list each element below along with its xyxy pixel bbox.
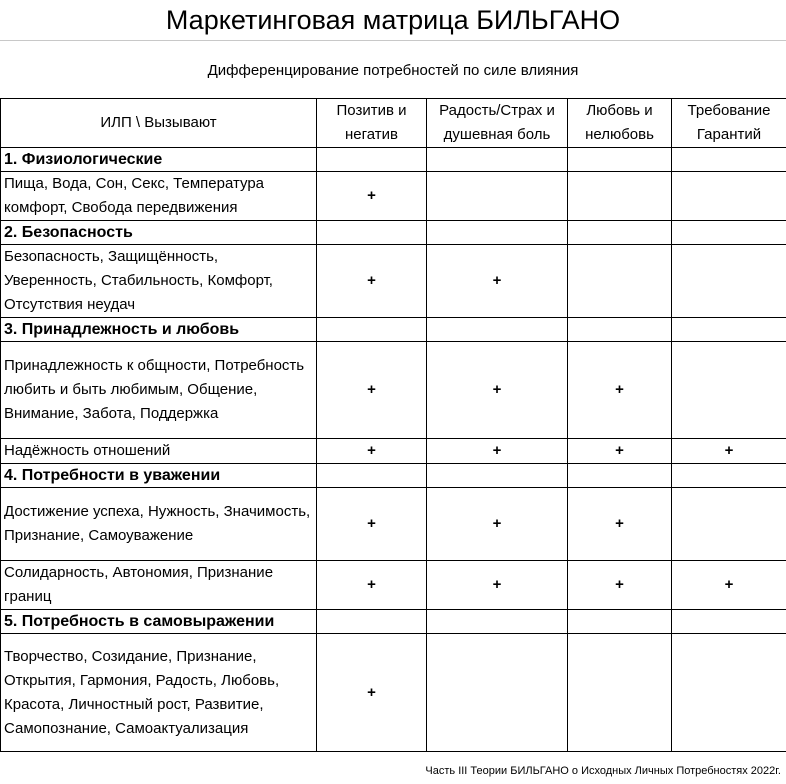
need-label: Достижение успеха, Нужность, Значимость, Признание, Самоуважение	[1, 488, 317, 561]
mark-cell	[672, 488, 786, 561]
column-header: Любовь и нелюбовь	[568, 99, 672, 148]
mark-cell: +	[427, 488, 568, 561]
mark-cell: +	[568, 342, 672, 439]
empty-cell	[427, 318, 568, 342]
page-subtitle: Дифференцирование потребностей по силе влияния	[0, 40, 786, 99]
mark-cell: +	[317, 172, 427, 221]
category-label: 3. Принадлежность и любовь	[1, 318, 317, 342]
mark-cell: +	[568, 561, 672, 610]
empty-cell	[317, 318, 427, 342]
mark-cell: +	[427, 439, 568, 464]
mark-cell: +	[672, 439, 786, 464]
mark-cell: +	[427, 342, 568, 439]
category-label: 4. Потребности в уважении	[1, 464, 317, 488]
header-row	[1, 99, 786, 148]
category-label: 1. Физиологические	[1, 148, 317, 172]
need-row	[1, 634, 786, 752]
mark-cell	[672, 634, 786, 752]
category-row	[1, 464, 786, 488]
mark-cell	[672, 172, 786, 221]
empty-cell	[317, 610, 427, 634]
mark-cell: +	[317, 634, 427, 752]
category-label: 5. Потребность в самовыражении	[1, 610, 317, 634]
empty-cell	[568, 610, 672, 634]
empty-cell	[427, 610, 568, 634]
empty-cell	[672, 464, 786, 488]
mark-cell: +	[317, 561, 427, 610]
empty-cell	[568, 464, 672, 488]
empty-cell	[427, 148, 568, 172]
category-row	[1, 148, 786, 172]
empty-cell	[568, 221, 672, 245]
need-row	[1, 172, 786, 221]
mark-cell: +	[672, 561, 786, 610]
corner-header: ИЛП \ Вызывают	[1, 99, 317, 148]
empty-cell	[672, 221, 786, 245]
empty-cell	[317, 221, 427, 245]
mark-cell: +	[317, 439, 427, 464]
mark-cell	[427, 634, 568, 752]
mark-cell	[568, 634, 672, 752]
mark-cell: +	[427, 561, 568, 610]
need-label: Безопасность, Защищённость, Уверенность, Стабильность, Комфорт, Отсутствия неудач	[1, 245, 317, 318]
empty-cell	[568, 318, 672, 342]
mark-cell	[427, 172, 568, 221]
mark-cell: +	[317, 245, 427, 318]
mark-cell: +	[317, 488, 427, 561]
empty-cell	[427, 464, 568, 488]
mark-cell: +	[568, 439, 672, 464]
need-label: Надёжность отношений	[1, 439, 317, 464]
mark-cell: +	[317, 342, 427, 439]
need-row	[1, 561, 786, 610]
column-header: Позитив и негатив	[317, 99, 427, 148]
empty-cell	[317, 148, 427, 172]
footer-note: Часть III Теории БИЛЬГАНО о Исходных Личных Потребностях 2022г.	[425, 765, 781, 777]
mark-cell	[672, 245, 786, 318]
need-row	[1, 245, 786, 318]
need-row	[1, 488, 786, 561]
need-label: Пища, Вода, Сон, Секс, Температура комфорт, Свобода передвижения	[1, 172, 317, 221]
empty-cell	[427, 221, 568, 245]
category-row	[1, 221, 786, 245]
category-label: 2. Безопасность	[1, 221, 317, 245]
empty-cell	[568, 148, 672, 172]
need-row	[1, 342, 786, 439]
empty-cell	[672, 148, 786, 172]
page-title: Маркетинговая матрица БИЛЬГАНО	[165, 4, 621, 35]
empty-cell	[672, 318, 786, 342]
mark-cell	[568, 245, 672, 318]
mark-cell: +	[427, 245, 568, 318]
mark-cell: +	[568, 488, 672, 561]
column-header: Радость/Страх и душевная боль	[427, 99, 568, 148]
need-row	[1, 439, 786, 464]
matrix-table	[0, 98, 786, 752]
category-row	[1, 610, 786, 634]
empty-cell	[317, 464, 427, 488]
mark-cell	[568, 172, 672, 221]
need-label: Принадлежность к общности, Потребность любить и быть любимым, Общение, Внимание, Забота, Поддержка	[1, 342, 317, 439]
need-label: Солидарность, Автономия, Признание границ	[1, 561, 317, 610]
column-header: Требование Гарантий	[672, 99, 786, 148]
need-label: Творчество, Созидание, Признание, Открытия, Гармония, Радость, Любовь, Красота, Личностный рост, Развитие, Самопознание, Самоактуализация	[1, 634, 317, 752]
empty-cell	[672, 610, 786, 634]
category-row	[1, 318, 786, 342]
mark-cell	[672, 342, 786, 439]
